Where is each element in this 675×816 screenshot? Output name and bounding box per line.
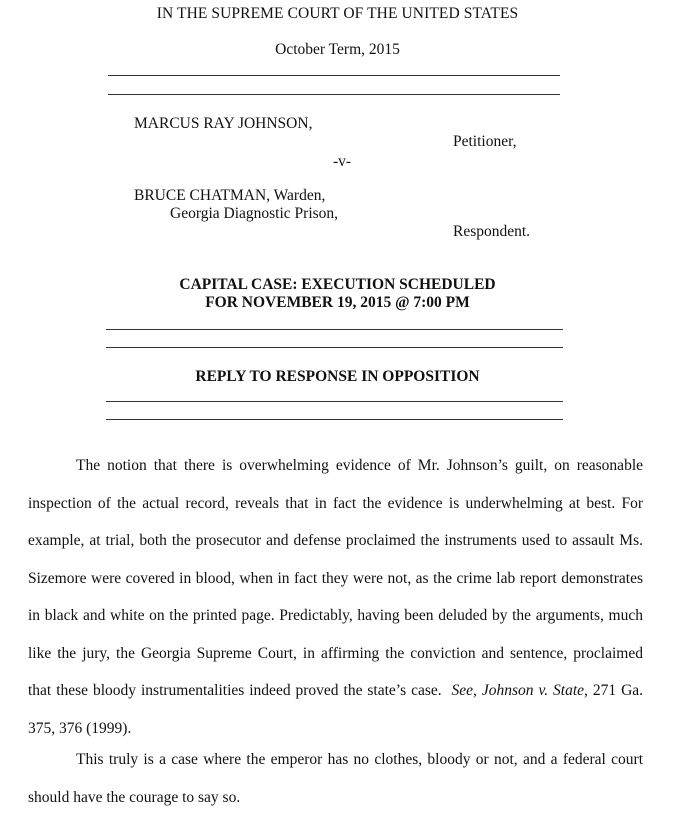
notice-rule-1 — [106, 329, 563, 330]
citation-reporter: 271 Ga. — [593, 682, 643, 699]
versus-marker: -v- — [333, 153, 351, 171]
petitioner-role: Petitioner, — [453, 133, 517, 151]
respondent-name: BRUCE CHATMAN, Warden, — [134, 187, 325, 205]
paragraph-line: Sizemore were covered in blood, when in fact they were not, as the crime lab report demonstrates — [28, 560, 643, 598]
term-line: October Term, 2015 — [0, 41, 675, 59]
court-title: IN THE SUPREME COURT OF THE UNITED STATES — [0, 5, 675, 23]
paragraph-line: inspection of the actual record, reveals that in fact the evidence is underwhelming at best. For — [28, 485, 643, 523]
paragraph-line: This truly is a case where the emperor has no clothes, bloody or not, and a federal court — [28, 741, 643, 779]
paragraph-line: like the jury, the Georgia Supreme Court, in affirming the conviction and sentence, proclaimed — [28, 635, 643, 673]
respondent-institution: Georgia Diagnostic Prison, — [170, 205, 338, 223]
capital-case-notice-line2: FOR NOVEMBER 19, 2015 @ 7:00 PM — [0, 294, 675, 312]
caption-rule-2 — [108, 94, 560, 95]
caption-rule-1 — [108, 75, 560, 76]
document-title: REPLY TO RESPONSE IN OPPOSITION — [0, 368, 675, 386]
paragraph-line: example, at trial, both the prosecutor and defense proclaimed the instruments used to assault Ms. — [28, 522, 643, 560]
petitioner-name: MARCUS RAY JOHNSON, — [134, 115, 312, 133]
case-citation: See, Johnson v. State, — [452, 682, 588, 699]
paragraph-line: in black and white on the printed page. Predictably, having been deluded by the arguments, much — [28, 597, 643, 635]
citation-lead-text: that these bloody instrumentalities indeed proved the state’s case. — [28, 682, 442, 699]
paragraph-line: 375, 376 (1999). — [28, 710, 643, 748]
notice-rule-2 — [106, 347, 563, 348]
title-rule-2 — [106, 419, 563, 420]
body-paragraph-1 — [28, 447, 643, 747]
respondent-role: Respondent. — [453, 223, 530, 241]
title-rule-1 — [106, 401, 563, 402]
paragraph-line-with-citation — [28, 672, 643, 710]
capital-case-notice-line1: CAPITAL CASE: EXECUTION SCHEDULED — [0, 276, 675, 294]
body-paragraph-2 — [28, 741, 643, 816]
paragraph-line: The notion that there is overwhelming evidence of Mr. Johnson’s guilt, on reasonable — [28, 447, 643, 485]
paragraph-line: should have the courage to say so. — [28, 779, 643, 816]
